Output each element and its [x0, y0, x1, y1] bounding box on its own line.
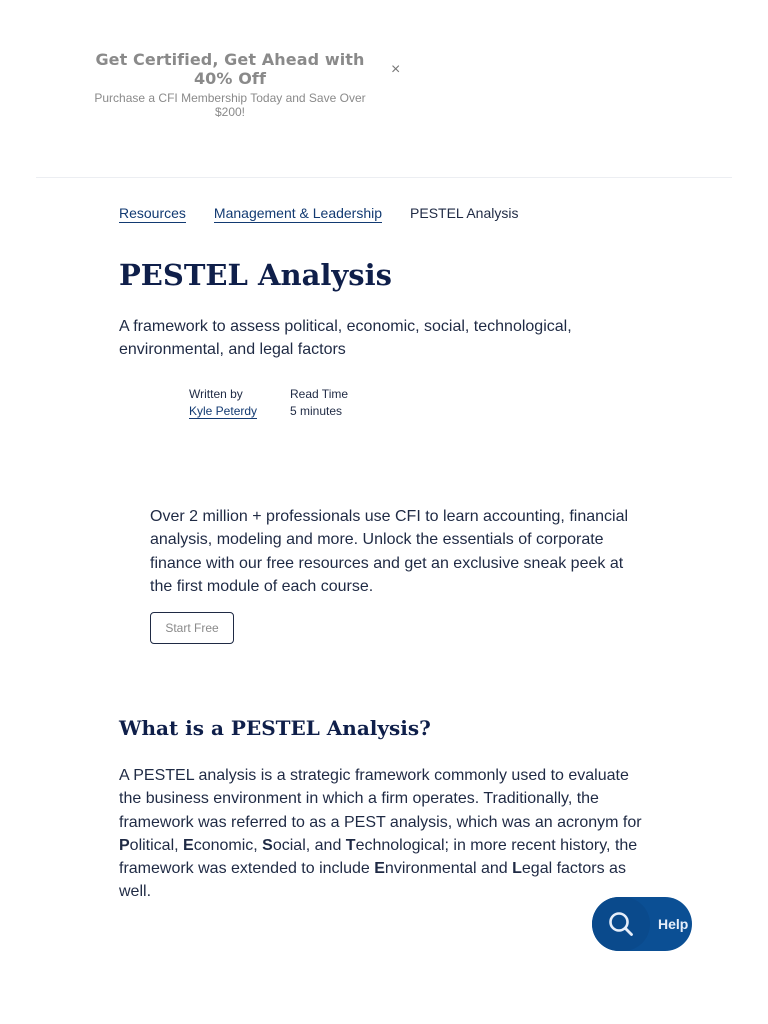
help-label: Help [658, 916, 689, 932]
promo-subtitle: Purchase a CFI Membership Today and Save Over $200! [94, 91, 366, 119]
body-economic: conomic, [193, 836, 263, 854]
start-free-button[interactable]: Start Free [150, 612, 234, 644]
promo-banner[interactable] [80, 50, 380, 119]
letter-l: L [512, 860, 522, 878]
cta-text: Over 2 million + professionals use CFI to learn accounting, financial analysis, modeling and more. Unlock the essentials of corporate finance with our free resources and get an exclusive sneak peek at the first module of each course. [150, 508, 629, 595]
close-icon[interactable]: × [391, 61, 401, 78]
body-political: olitical, [129, 836, 184, 854]
body-technological: echnological; in more recent history, the framework was extended to include [119, 836, 638, 878]
section-body [119, 764, 649, 904]
breadcrumb-current: PESTEL Analysis [410, 205, 519, 221]
body-social: ocial, and [272, 836, 346, 854]
body-legal: egal factors as well. [119, 860, 626, 901]
letter-e: E [183, 836, 194, 854]
author-link[interactable]: Kyle Peterdy [189, 404, 258, 418]
written-by-label: Written by [189, 387, 243, 401]
promo-title: Get Certified, Get Ahead with 40% Off [95, 50, 365, 88]
page-title: PESTEL Analysis [119, 258, 392, 292]
breadcrumb [119, 205, 518, 223]
page-subtitle: A framework to assess political, economic, social, technological, environmental, and legal factors [119, 318, 572, 358]
magnifier-icon [607, 910, 635, 938]
letter-e2: E [374, 860, 385, 878]
body-part-1: A PESTEL analysis is a strategic framework commonly used to evaluate the business environment in which a firm operates. Traditionally, the framework was referred to as a PEST analysis, which was an acronym for [119, 767, 642, 831]
author-meta [189, 386, 257, 420]
help-icon [592, 897, 650, 951]
read-time-meta [290, 386, 348, 420]
letter-t: T [345, 836, 356, 854]
header-divider [36, 177, 732, 178]
read-time-label: Read Time [290, 387, 349, 401]
breadcrumb-link-management-leadership[interactable]: Management & Leadership [213, 205, 383, 221]
breadcrumb-link-resources[interactable]: Resources [119, 205, 186, 221]
letter-s: S [262, 836, 273, 854]
body-environmental: nvironmental and [384, 860, 513, 878]
read-time-value: 5 minutes [290, 404, 343, 418]
section-heading: What is a PESTEL Analysis? [119, 716, 431, 740]
help-button[interactable] [592, 897, 692, 951]
letter-p: P [119, 836, 130, 854]
